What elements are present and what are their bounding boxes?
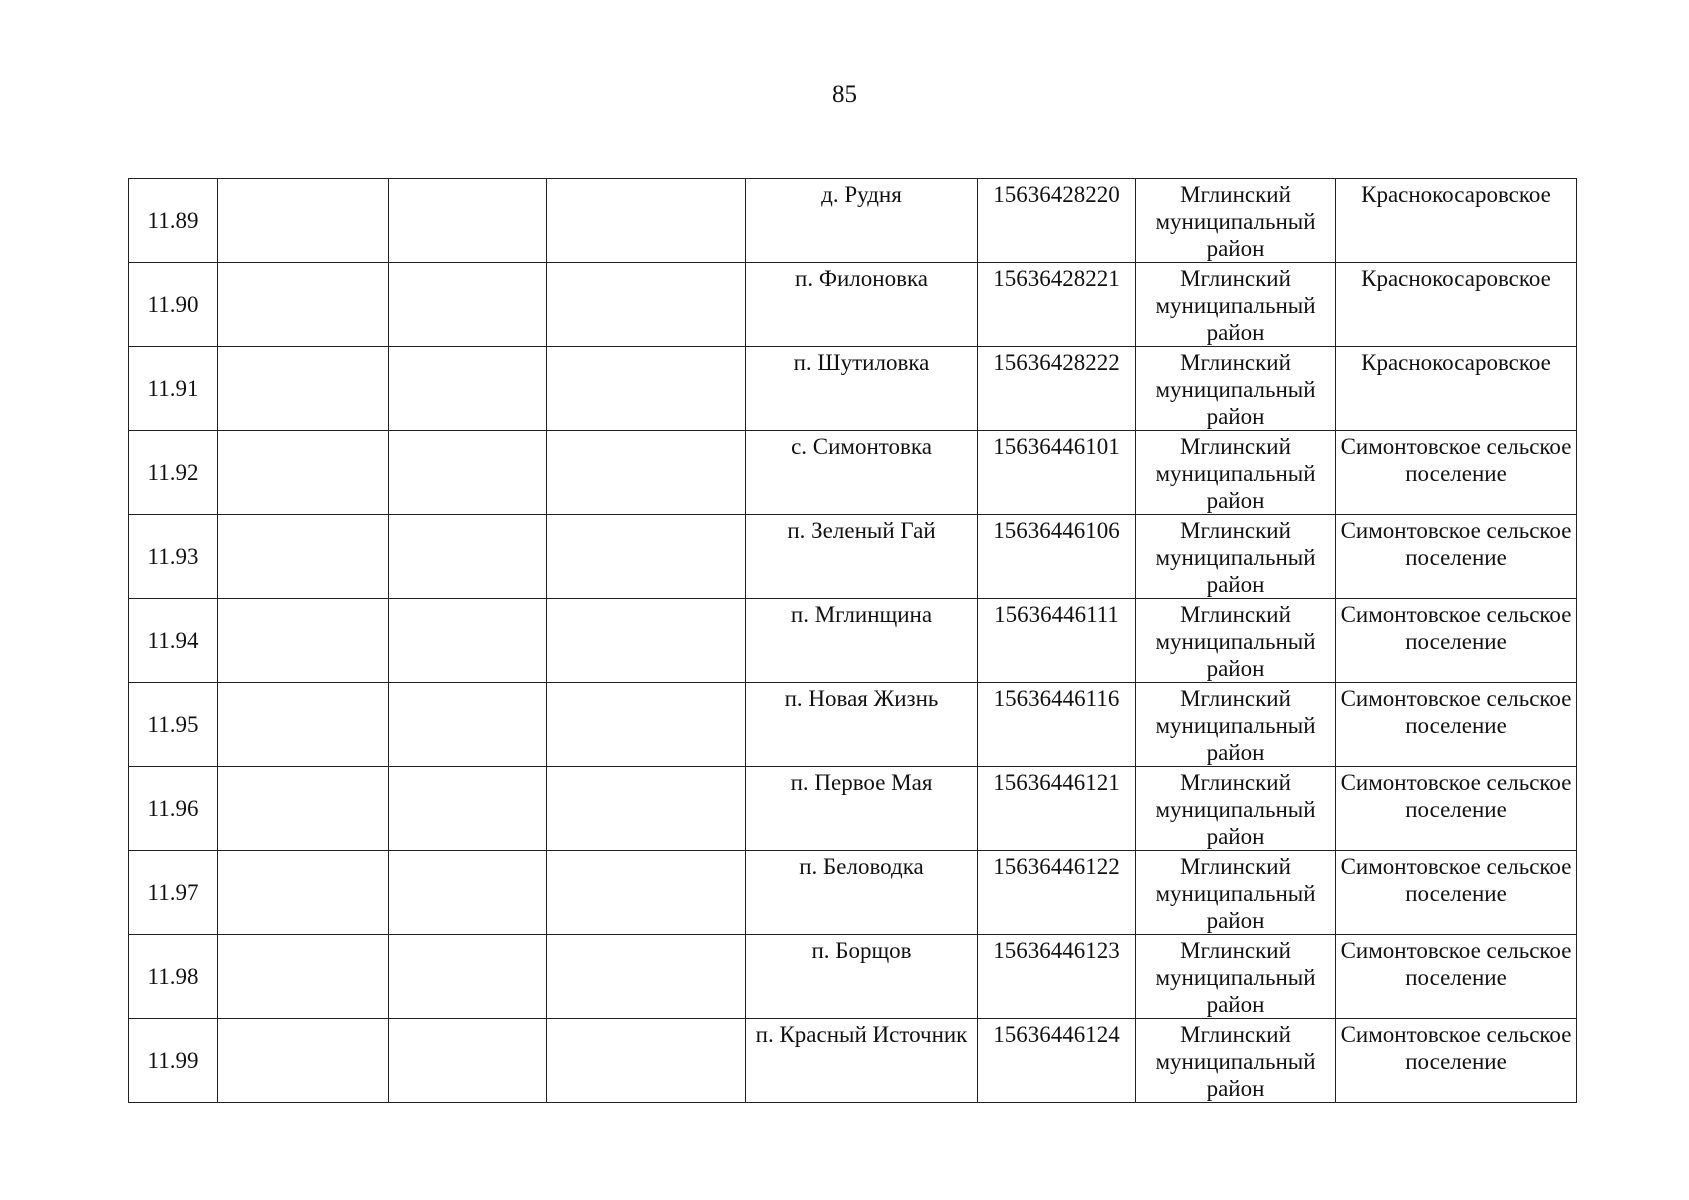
row-number-cell: 11.95 <box>129 683 218 767</box>
municipality-cell: Симонтовское сельское поселение <box>1336 935 1577 1019</box>
row-number-cell: 11.99 <box>129 1019 218 1103</box>
empty-cell <box>389 851 547 935</box>
settlement-cell: п. Мглинщина <box>746 599 978 683</box>
oktmo-code-cell: 15636446111 <box>978 599 1136 683</box>
empty-cell <box>547 767 746 851</box>
empty-cell <box>547 515 746 599</box>
oktmo-code-cell: 15636446116 <box>978 683 1136 767</box>
district-cell: Мглинский муниципальный район <box>1136 935 1336 1019</box>
municipality-cell: Симонтовское сельское поселение <box>1336 851 1577 935</box>
settlement-cell: с. Симонтовка <box>746 431 978 515</box>
empty-cell <box>389 431 547 515</box>
empty-cell <box>547 179 746 263</box>
oktmo-code-cell: 15636446124 <box>978 1019 1136 1103</box>
district-cell: Мглинский муниципальный район <box>1136 851 1336 935</box>
district-cell: Мглинский муниципальный район <box>1136 263 1336 347</box>
table-row <box>129 347 1577 431</box>
empty-cell <box>218 851 389 935</box>
table-row <box>129 1019 1577 1103</box>
oktmo-code-cell: 15636446123 <box>978 935 1136 1019</box>
oktmo-code-cell: 15636446122 <box>978 851 1136 935</box>
empty-cell <box>218 935 389 1019</box>
table-row <box>129 179 1577 263</box>
empty-cell <box>218 431 389 515</box>
municipality-cell: Симонтовское сельское поселение <box>1336 1019 1577 1103</box>
district-cell: Мглинский муниципальный район <box>1136 347 1336 431</box>
empty-cell <box>218 179 389 263</box>
settlement-cell: п. Новая Жизнь <box>746 683 978 767</box>
empty-cell <box>389 683 547 767</box>
settlement-cell: п. Борщов <box>746 935 978 1019</box>
empty-cell <box>389 599 547 683</box>
table-row <box>129 599 1577 683</box>
row-number-cell: 11.89 <box>129 179 218 263</box>
settlement-cell: п. Первое Мая <box>746 767 978 851</box>
row-number-cell: 11.96 <box>129 767 218 851</box>
row-number-cell: 11.94 <box>129 599 218 683</box>
settlement-cell: п. Красный Источник <box>746 1019 978 1103</box>
oktmo-code-cell: 15636446101 <box>978 431 1136 515</box>
empty-cell <box>218 347 389 431</box>
municipality-cell: Краснокосаровское <box>1336 347 1577 431</box>
row-number-cell: 11.97 <box>129 851 218 935</box>
table-row <box>129 431 1577 515</box>
settlement-cell: д. Рудня <box>746 179 978 263</box>
table-row <box>129 263 1577 347</box>
empty-cell <box>389 347 547 431</box>
empty-cell <box>218 1019 389 1103</box>
oktmo-code-cell: 15636428220 <box>978 179 1136 263</box>
empty-cell <box>218 683 389 767</box>
oktmo-code-cell: 15636446106 <box>978 515 1136 599</box>
empty-cell <box>389 515 547 599</box>
empty-cell <box>547 683 746 767</box>
municipality-cell: Краснокосаровское <box>1336 179 1577 263</box>
table-row <box>129 767 1577 851</box>
municipality-cell: Симонтовское сельское поселение <box>1336 515 1577 599</box>
table-row <box>129 851 1577 935</box>
empty-cell <box>547 935 746 1019</box>
district-cell: Мглинский муниципальный район <box>1136 179 1336 263</box>
district-cell: Мглинский муниципальный район <box>1136 683 1336 767</box>
row-number-cell: 11.92 <box>129 431 218 515</box>
municipality-cell: Симонтовское сельское поселение <box>1336 767 1577 851</box>
empty-cell <box>389 767 547 851</box>
empty-cell <box>547 1019 746 1103</box>
district-cell: Мглинский муниципальный район <box>1136 515 1336 599</box>
district-cell: Мглинский муниципальный район <box>1136 767 1336 851</box>
row-number-cell: 11.91 <box>129 347 218 431</box>
settlement-cell: п. Шутиловка <box>746 347 978 431</box>
table-body <box>129 179 1577 1103</box>
oktmo-code-cell: 15636428221 <box>978 263 1136 347</box>
empty-cell <box>547 851 746 935</box>
settlement-table <box>128 178 1577 1103</box>
municipality-cell: Симонтовское сельское поселение <box>1336 599 1577 683</box>
settlement-cell: п. Филоновка <box>746 263 978 347</box>
row-number-cell: 11.93 <box>129 515 218 599</box>
row-number-cell: 11.98 <box>129 935 218 1019</box>
empty-cell <box>218 515 389 599</box>
empty-cell <box>547 431 746 515</box>
municipality-cell: Симонтовское сельское поселение <box>1336 431 1577 515</box>
empty-cell <box>218 767 389 851</box>
settlement-cell: п. Зеленый Гай <box>746 515 978 599</box>
district-cell: Мглинский муниципальный район <box>1136 431 1336 515</box>
empty-cell <box>389 935 547 1019</box>
empty-cell <box>218 263 389 347</box>
empty-cell <box>547 599 746 683</box>
settlement-cell: п. Беловодка <box>746 851 978 935</box>
municipality-cell: Краснокосаровское <box>1336 263 1577 347</box>
empty-cell <box>218 599 389 683</box>
row-number-cell: 11.90 <box>129 263 218 347</box>
oktmo-code-cell: 15636428222 <box>978 347 1136 431</box>
table-row <box>129 515 1577 599</box>
empty-cell <box>547 263 746 347</box>
empty-cell <box>389 1019 547 1103</box>
empty-cell <box>389 263 547 347</box>
empty-cell <box>389 179 547 263</box>
oktmo-code-cell: 15636446121 <box>978 767 1136 851</box>
table-row <box>129 683 1577 767</box>
municipality-cell: Симонтовское сельское поселение <box>1336 683 1577 767</box>
empty-cell <box>547 347 746 431</box>
page-number: 85 <box>832 81 857 108</box>
table-row <box>129 935 1577 1019</box>
district-cell: Мглинский муниципальный район <box>1136 599 1336 683</box>
district-cell: Мглинский муниципальный район <box>1136 1019 1336 1103</box>
